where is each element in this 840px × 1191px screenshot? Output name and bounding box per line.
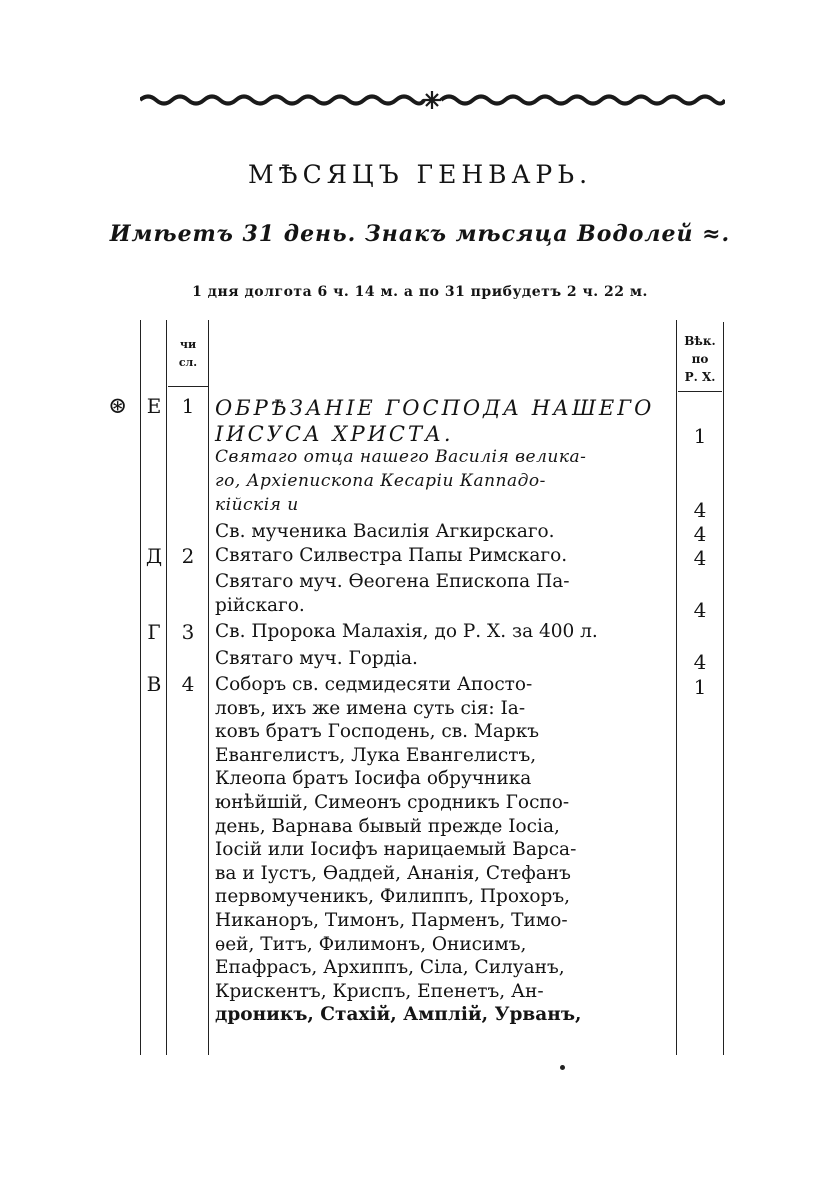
page-dot <box>560 1065 565 1070</box>
text-line: Клеопа братъ Іосифа обручника <box>215 768 532 790</box>
letter-column-rule <box>166 320 167 1055</box>
century-value: 4 <box>693 498 707 522</box>
page-title: МѢСЯЦЪ ГЕНВАРЬ. <box>247 160 593 189</box>
saint-entry: Святаго муч. Гордіа. <box>215 648 418 669</box>
table-right-rule <box>723 322 724 1055</box>
text-line: Іосій или Іосифъ нарицаемый Варса- <box>215 839 577 861</box>
day-number: 3 <box>181 620 195 644</box>
day-number: 2 <box>181 544 195 568</box>
text-line: ѳей, Титъ, Филимонъ, Онисимъ, <box>215 933 527 955</box>
saint-entry: Св. Пророка Малахія, до Р. Х. за 400 л. <box>215 621 598 642</box>
day-number: 4 <box>181 672 195 696</box>
century-value: 4 <box>693 650 707 674</box>
text-line: Соборъ св. седмидесяти Апосто- <box>215 674 533 695</box>
text-line: ловъ, ихъ же имена суть сія: Іа- <box>215 697 526 719</box>
text-line: Евангелистъ, Лука Евангелистъ, <box>215 744 537 766</box>
saint-entry: Святаго Силвестра Папы Римскаго. <box>215 545 568 566</box>
century-value: 4 <box>693 522 707 546</box>
century-header-rule <box>678 391 722 392</box>
text-line: день, Варнава бывый прежде Іосіа, <box>215 815 560 837</box>
text-line: первомученикъ, Филиппъ, Прохоръ, <box>215 886 571 908</box>
century-value: 4 <box>693 598 707 622</box>
feast-title: ОБРѢЗАНІЕ ГОСПОДА НАШЕГО ІИСУСА ХРИСТА. <box>215 396 655 446</box>
saint-entry: Св. мученика Василія Агкирскаго. <box>215 521 555 542</box>
week-letter: Д <box>145 544 163 568</box>
text-line: ковъ братъ Господень, св. Маркъ <box>215 721 540 743</box>
header-ornament <box>140 88 725 112</box>
table-left-rule <box>140 320 141 1055</box>
number-header-rule <box>168 386 208 387</box>
number-column-header: чи сл. <box>178 338 198 369</box>
week-letter: В <box>146 672 162 696</box>
saint-entry: Святаго отца нашего Василія велика- го, Архіепископа Кесаріи Каппадо- кійскія и <box>215 447 587 515</box>
century-value: 4 <box>693 546 707 570</box>
week-letter: Е <box>146 394 162 418</box>
text-line: юнѣйшій, Симеонъ сродникъ Госпо- <box>215 791 570 813</box>
number-column-rule <box>208 320 209 1055</box>
month-subtitle: Имѣетъ 31 день. Знакъ мѣсяца Водолей ≈. <box>109 221 731 247</box>
text-line: ва и Іустъ, Ѳаддей, Ананія, Стефанъ <box>215 862 571 884</box>
text-line: Крискентъ, Криспъ, Епенетъ, Ан- <box>215 980 544 1002</box>
text-line: Епафрасъ, Архиппъ, Сіла, Силуанъ, <box>215 957 565 979</box>
century-value: 1 <box>693 424 707 448</box>
century-column-header: Вѣк. по Р. Х. <box>684 334 716 384</box>
day-length-line: 1 дня долгота 6 ч. 14 м. а по 31 прибудетъ 2 ч. 22 м. <box>192 284 648 300</box>
apostles-entry <box>215 673 673 1027</box>
text-line: Никаноръ, Тимонъ, Парменъ, Тимо- <box>215 909 568 931</box>
saint-entry: Святаго муч. Ѳеогена Епископа Па- рійскаго. <box>215 571 570 616</box>
feast-marker-icon: ⊛ <box>108 393 128 419</box>
day-number: 1 <box>181 394 195 418</box>
century-column-rule <box>676 320 677 1055</box>
week-letter: Г <box>147 620 161 644</box>
century-value: 1 <box>693 675 707 699</box>
text-line: дроникъ, Стахій, Амплій, Урванъ, <box>215 1004 582 1026</box>
